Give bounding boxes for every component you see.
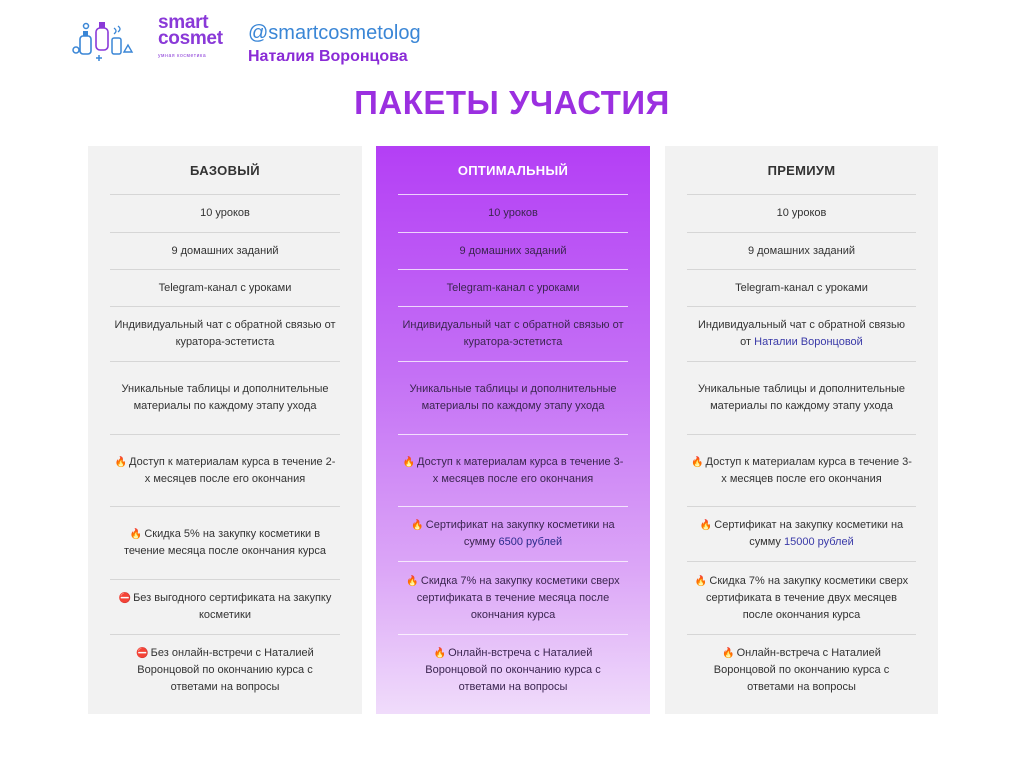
feature-tables: Уникальные таблицы и дополнительные материалы по каждому этапу ухода <box>398 361 628 434</box>
feature-chat: Индивидуальный чат с обратной связью от куратора-эстетиста <box>398 306 628 361</box>
package-optimal-title: ОПТИМАЛЬНЫЙ <box>457 162 569 178</box>
feature-telegram: Telegram-канал с уроками <box>398 269 628 306</box>
curator-name: Наталии Воронцовой <box>754 336 863 348</box>
fire-icon: 🔥 <box>699 520 713 531</box>
author-name: Наталия Воронцова <box>248 48 408 65</box>
feature-discount: 🔥 Скидка 7% на закупку косметики сверх сертификата в течение месяца после окончания курса <box>398 561 628 634</box>
feature-meeting: 🔥 Онлайн-встреча с Наталией Воронцовой по окончанию курса с ответами на вопросы <box>398 634 628 706</box>
fire-icon: 🔥 <box>691 456 704 468</box>
logo-text <box>158 11 223 64</box>
feature-homework: 9 домашних заданий <box>110 232 340 269</box>
feature-discount: 🔥 Скидка 5% на закупку косметики в течение месяца после окончания курса <box>110 506 340 579</box>
feature-tables: Уникальные таблицы и дополнительные материалы по каждому этапу ухода <box>687 361 916 434</box>
feature-lessons: 10 уроков <box>687 194 916 232</box>
package-optimal <box>376 146 650 714</box>
certificate-amount: 15000 рублей <box>783 536 854 548</box>
package-basic <box>88 146 362 714</box>
fire-icon: 🔥 <box>722 648 735 659</box>
feature-telegram: Telegram-канал с уроками <box>687 269 916 306</box>
feature-no-meeting: ⛔ Без онлайн-встречи с Наталией Воронцовой по окончанию курса с ответами на вопросы <box>110 634 340 706</box>
package-basic-title: БАЗОВЫЙ <box>190 162 260 178</box>
package-premium <box>665 146 938 714</box>
feature-access: 🔥 Доступ к материалам курса в течение 3-х месяцев после его окончания <box>398 434 628 506</box>
feature-discount: 🔥 Скидка 7% на закупку косметики сверх сертификата в течение двух месяцев после окончания курса <box>687 561 916 634</box>
package-premium-title: ПРЕМИУМ <box>767 162 836 178</box>
page-title: ПАКЕТЫ УЧАСТИЯ <box>354 84 670 121</box>
feature-chat: Индивидуальный чат с обратной связью от куратора-эстетиста <box>110 306 340 361</box>
certificate-amount: 6500 рублей <box>498 536 563 548</box>
header <box>66 11 223 64</box>
logo-line-2: cosmet <box>158 27 223 49</box>
feature-certificate: 🔥 Сертификат на закупку косметики на сумму 6500 рублей <box>398 506 628 561</box>
feature-no-certificate: ⛔ Без выгодного сертификата на закупку косметики <box>110 579 340 634</box>
feature-tables: Уникальные таблицы и дополнительные материалы по каждому этапу ухода <box>110 361 340 434</box>
no-entry-icon: ⛔ <box>118 593 132 604</box>
feature-lessons: 10 уроков <box>110 194 340 232</box>
feature-telegram: Telegram-канал с уроками <box>110 269 340 306</box>
fire-icon: 🔥 <box>433 648 447 659</box>
fire-icon: 🔥 <box>402 456 415 468</box>
feature-certificate: 🔥 Сертификат на закупку косметики на сумму 15000 рублей <box>687 506 916 561</box>
fire-icon: 🔥 <box>129 529 143 540</box>
author-block <box>248 21 421 69</box>
feature-homework: 9 домашних заданий <box>687 232 916 269</box>
fire-icon: 🔥 <box>694 575 708 587</box>
logo <box>66 11 223 64</box>
instagram-handle: @smartcosmetolog <box>248 22 421 44</box>
feature-lessons: 10 уроков <box>398 194 628 232</box>
feature-homework: 9 домашних заданий <box>398 232 628 269</box>
no-entry-icon: ⛔ <box>136 648 149 659</box>
fire-icon: 🔥 <box>114 456 127 468</box>
logo-line-1: smart <box>158 11 209 33</box>
fire-icon: 🔥 <box>411 520 424 531</box>
packages-table <box>88 146 938 714</box>
fire-icon: 🔥 <box>406 575 419 587</box>
feature-access: 🔥 Доступ к материалам курса в течение 2-х месяцев после его окончания <box>110 434 340 506</box>
feature-chat: Индивидуальный чат с обратной связью от Наталии Воронцовой <box>687 306 916 361</box>
logo-tagline: умная косметика <box>158 52 207 59</box>
cosmetics-icon <box>66 14 156 64</box>
feature-meeting: 🔥 Онлайн-встреча с Наталией Воронцовой по окончанию курса с ответами на вопросы <box>687 634 916 706</box>
feature-access: 🔥 Доступ к материалам курса в течение 3-х месяцев после его окончания <box>687 434 916 506</box>
